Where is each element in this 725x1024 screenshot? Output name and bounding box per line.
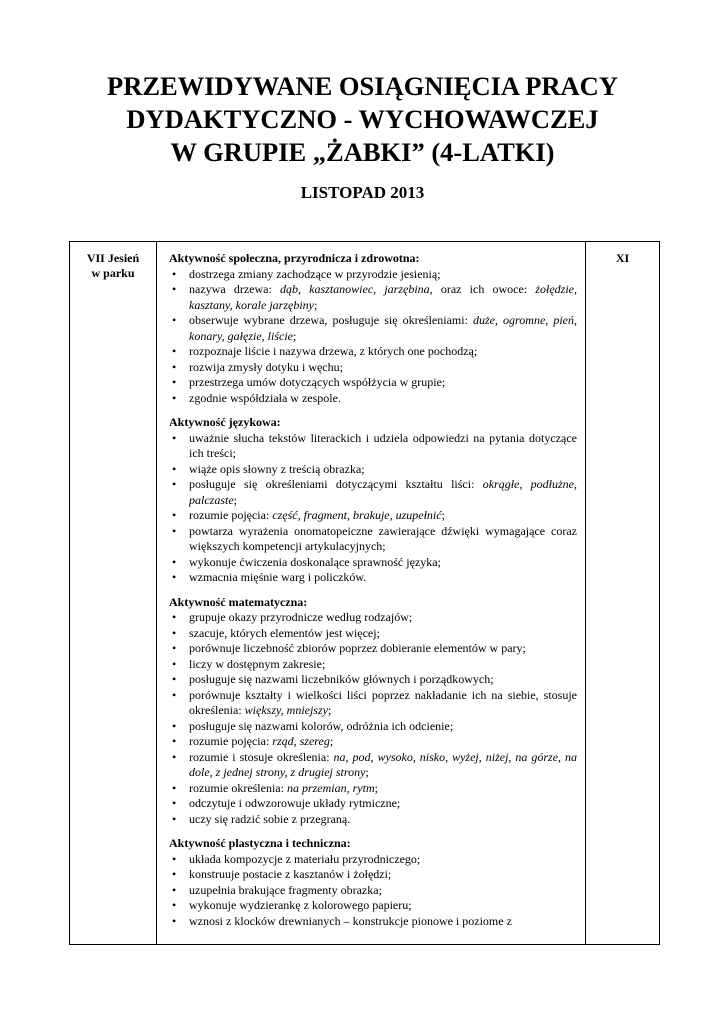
week-label-line: w parku	[91, 266, 135, 280]
activity-section	[169, 251, 577, 406]
item-text: wykonuje ćwiczenia doskonalące sprawność języka;	[189, 554, 441, 569]
item-text: rozumie pojęcia:	[189, 734, 273, 748]
content-cell	[157, 242, 586, 945]
list-item	[169, 524, 577, 555]
item-text: ;	[327, 703, 332, 717]
italic-term: część, fragment, brakuje, uzupełnić	[272, 508, 442, 522]
list-item	[169, 508, 577, 524]
list-item	[169, 431, 577, 462]
item-text: rozumie określenia:	[189, 780, 287, 795]
item-text: konstruuje postacie z kasztanów i żołędzi;	[189, 867, 392, 881]
plan-table	[69, 241, 660, 945]
list-item	[169, 610, 577, 626]
item-text: rozumie i stosuje określenia:	[189, 749, 334, 764]
list-item	[169, 267, 577, 283]
item-text: posługuje się określeniami dotyczącymi kształtu liści:	[189, 477, 483, 491]
list-item	[169, 282, 577, 313]
italic-term: rząd, szereg	[272, 734, 330, 748]
activity-sections	[157, 242, 585, 929]
title-line: W GRUPIE „ŻABKI” (4-LATKI)	[170, 137, 555, 167]
list-item	[169, 462, 577, 478]
month-label: XI	[615, 251, 630, 265]
list-item	[169, 641, 577, 657]
item-text: wzmacnia mięśnie warg i policzków.	[189, 570, 367, 584]
item-text: porównuje liczebność zbiorów poprzez dobieranie elementów w pary;	[189, 641, 526, 655]
list-item	[169, 883, 577, 899]
item-text: nazywa drzewa:	[189, 282, 280, 296]
item-text: ;	[329, 734, 334, 748]
item-text: dostrzega zmiany zachodzące w przyrodzie jesienią;	[189, 266, 441, 281]
item-text: ;	[374, 780, 378, 795]
week-label-line: VII Jesień	[86, 251, 140, 265]
item-text: obserwuje wybrane drzewa, posługuje się określeniami:	[189, 313, 473, 327]
section-heading: Aktywność matematyczna:	[169, 594, 308, 609]
list-item	[169, 477, 577, 508]
item-text: przestrzega umów dotyczących współżycia w grupie;	[189, 375, 446, 389]
item-text: , oraz ich owoce:	[429, 282, 536, 296]
document-title	[0, 70, 725, 169]
list-item	[169, 313, 577, 344]
item-text: ;	[313, 297, 318, 312]
activity-section	[169, 836, 577, 929]
bullet-list	[169, 267, 577, 407]
activity-section	[169, 595, 577, 828]
item-text: ;	[441, 508, 445, 522]
list-item	[169, 626, 577, 642]
section-heading: Aktywność językowa:	[169, 415, 281, 429]
bullet-list	[169, 852, 577, 930]
item-text: rozpoznaje liście i nazywa drzewa, z których one pochodzą;	[189, 344, 478, 358]
list-item	[169, 360, 577, 376]
list-item	[169, 750, 577, 781]
section-heading: Aktywność plastyczna i techniczna:	[169, 836, 351, 850]
list-item	[169, 391, 577, 407]
table-row	[70, 242, 660, 945]
item-text: wiąże opis słowny z treścią obrazka;	[189, 461, 365, 476]
list-item	[169, 734, 577, 750]
month-cell	[586, 242, 660, 945]
item-text: ;	[233, 492, 238, 507]
item-text: rozumie pojęcia:	[189, 508, 273, 522]
list-item	[169, 812, 577, 828]
item-text: uważnie słucha tekstów literackich i udziela odpowiedzi na pytania dotyczące ich treści;	[189, 430, 577, 460]
italic-term: dąb, kasztanowiec, jarzębina	[279, 282, 430, 296]
list-item	[169, 344, 577, 360]
list-item	[169, 375, 577, 391]
item-text: liczy w dostępnym zakresie;	[189, 656, 326, 671]
list-item	[169, 852, 577, 868]
bullet-list	[169, 610, 577, 827]
item-text: odczytuje i odwzorowuje układy rytmiczne;	[189, 796, 401, 810]
italic-term: większy, mniejszy	[244, 703, 328, 717]
list-item	[169, 570, 577, 586]
list-item	[169, 898, 577, 914]
list-item	[169, 867, 577, 883]
item-text: ;	[292, 328, 297, 343]
item-text: porównuje kształty i wielkości liści poprzez nakładanie ich na siebie, stosuje określenia:	[189, 687, 577, 717]
italic-term: na, pod, wysoko, nisko, wyżej, niżej, na górze, na dole, z jednej strony, z drugiej strony	[189, 749, 577, 779]
week-cell	[70, 242, 157, 945]
list-item	[169, 914, 577, 930]
italic-term: żołędzie, kasztany, korale jarzębiny	[189, 282, 578, 312]
item-text: uczy się radzić sobie z przegraną.	[189, 811, 351, 826]
item-text: zgodnie współdziała w zespole.	[189, 390, 341, 405]
item-text: uzupełnia brakujące fragmenty obrazka;	[189, 882, 382, 897]
list-item	[169, 657, 577, 673]
italic-term: na przemian, rytm	[286, 780, 375, 795]
document-subtitle: LISTOPAD 2013	[300, 183, 425, 202]
item-text: ;	[365, 765, 369, 779]
list-item	[169, 672, 577, 688]
list-item	[169, 796, 577, 812]
item-text: rozwija zmysły dotyku i węchu;	[189, 359, 343, 374]
italic-term: duże, ogromne, pień, konary, gałęzie, liście	[189, 313, 577, 343]
list-item	[169, 719, 577, 735]
list-item	[169, 688, 577, 719]
list-item	[169, 781, 577, 797]
item-text: grupuje okazy przyrodnicze według rodzajów;	[189, 610, 413, 624]
activity-section	[169, 415, 577, 586]
list-item	[169, 555, 577, 571]
item-text: powtarza wyrażenia onomatopeiczne zawierające dźwięki wymagające coraz większych kompetencji artykulacyjnych;	[189, 523, 577, 553]
week-label	[70, 242, 156, 281]
title-line: PRZEWIDYWANE OSIĄGNIĘCIA PRACY	[107, 71, 618, 101]
item-text: wykonuje wydzierankę z kolorowego papieru;	[189, 898, 412, 912]
bullet-list	[169, 431, 577, 586]
item-text: posługuje się nazwami kolorów, odróżnia ich odcienie;	[189, 718, 454, 733]
item-text: posługuje się nazwami liczebników głównych i porządkowych;	[189, 672, 494, 686]
item-text: wznosi z klocków drewnianych – konstrukcje pionowe i poziome z	[189, 913, 512, 928]
italic-term: okrągłe, podłużne, palczaste	[189, 477, 577, 507]
section-heading: Aktywność społeczna, przyrodnicza i zdrowotna:	[169, 251, 420, 265]
item-text: szacuje, których elementów jest więcej;	[189, 625, 380, 640]
title-line: DYDAKTYCZNO - WYCHOWAWCZEJ	[126, 104, 599, 134]
item-text: układa kompozycje z materiału przyrodniczego;	[189, 851, 421, 866]
